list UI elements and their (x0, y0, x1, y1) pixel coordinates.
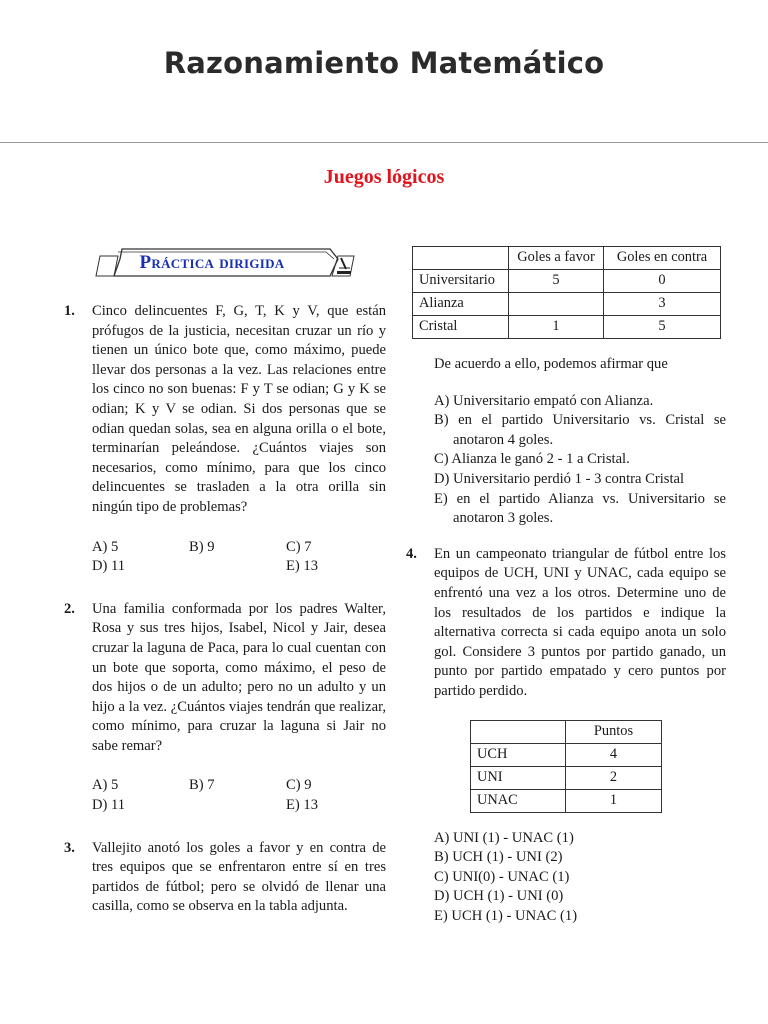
option-b[interactable]: B) en el partido Universitario vs. Cristal se anotaron 4 goles. (434, 412, 726, 448)
header-divider (0, 142, 768, 143)
table-row (413, 316, 721, 339)
table-header-cell (471, 720, 566, 743)
option-d[interactable]: D) Universitario perdió 1 - 3 contra Cristal (434, 470, 685, 487)
points-table (470, 720, 662, 813)
question-number: 2. (64, 600, 75, 617)
option-c[interactable]: C) 9 (286, 777, 312, 794)
option-c[interactable]: C) Alianza le ganó 2 - 1 a Cristal. (434, 451, 630, 468)
question-2 (64, 600, 386, 757)
question-text: En un campeonato triangular de fútbol entre los equipos de UCH, UNI y UNAC, cada equipo se enfrentó una vez a los otros. Determine uno de los resultados de los partidos e indique la alternativa correcta si cada equipo anota un solo gol. Considere 3 puntos por partido ganado, un punto por partido empatado y cero puntos por partido perdido. (434, 545, 726, 699)
question-3-prompt: De acuerdo a ello, podemos afirmar que (434, 356, 668, 372)
option-c[interactable]: C) UNI(0) - UNAC (1) (434, 868, 570, 885)
table-row (471, 743, 662, 766)
options-q2 (92, 776, 386, 815)
table-row (471, 789, 662, 812)
option-a[interactable]: A) 5 (92, 538, 119, 555)
question-number: 4. (406, 545, 417, 562)
table-cell: 5 (604, 316, 721, 339)
table-cell-empty (509, 293, 604, 316)
table-cell: 4 (566, 743, 662, 766)
option-e[interactable]: E) 13 (286, 558, 319, 575)
table-header-cell: Goles en contra (604, 247, 721, 270)
question-3 (64, 839, 386, 917)
table-header-cell: Puntos (566, 720, 662, 743)
left-column (64, 246, 386, 917)
option-a[interactable]: A) 5 (92, 777, 119, 794)
table-cell: 2 (566, 766, 662, 789)
option-e[interactable]: E) en el partido Alianza vs. Universitario se anotaron 3 goles. (434, 490, 726, 527)
option-d[interactable]: D) UCH (1) - UNI (0) (434, 888, 564, 905)
option-d[interactable]: D) 11 (92, 797, 126, 814)
question-text: Vallejito anotó los goles a favor y en contra de tres equipos que se enfrentaron entre sí en tres partidos de fútbol; pero se olvidó de llenar una casilla, como se observa en la tabla adjunta. (92, 839, 386, 915)
section-subtitle: Juegos lógicos (323, 166, 445, 188)
question-number: 1. (64, 303, 75, 319)
question-4 (406, 545, 726, 702)
option-c[interactable]: C) 7 (286, 538, 312, 555)
table-cell: UNI (471, 766, 566, 789)
options-q1 (92, 538, 386, 577)
question-text: Cinco delincuentes F, G, T, K y V, que están prófugos de la justicia, necesitan cruzar un río y tienen un único bote que, como máximo, puede llevar dos personas a la vez. Las relaciones entre los cinco no son buenas: F y T se odian; G y K se odian; K y V se odian. Si dos personas que se odian quedan solas, sea en alguna orilla o el bote, terminarían peleándose. ¿Cuántos viajes son necesarios, como mínimo, para que los cinco delincuentes se trasladen a la otra orilla sin ningún tipo de problemas? (92, 303, 386, 515)
table-cell: Cristal (413, 316, 509, 339)
options-q4 (434, 829, 726, 927)
question-text: Una familia conformada por los padres Walter, Rosa y sus tres hijos, Isabel, Nicol y Jair, desea cruzar la laguna de Paca, para lo cual cuentan con un bote que soporta, como máximo, el peso de dos hijos o de un adulto; pero no un adulto y un hijo a la vez. ¿Cuántos viajes tendrán que realizar, como mínimo, para cruzar la laguna si Jair no sabe remar? (92, 600, 386, 754)
right-column (406, 246, 726, 926)
table-header-cell: Goles a favor (509, 247, 604, 270)
table-header-row (471, 720, 662, 743)
option-a[interactable]: A) Universitario empató con Alianza. (434, 392, 654, 409)
table-cell: Alianza (413, 293, 509, 316)
option-b[interactable]: B) 7 (189, 777, 215, 794)
option-d[interactable]: D) 11 (92, 558, 126, 575)
goals-table (412, 246, 721, 339)
option-empty (189, 557, 286, 577)
option-e[interactable]: E) UCH (1) - UNAC (1) (434, 907, 578, 924)
table-row (413, 270, 721, 293)
options-q3 (434, 392, 726, 529)
table-cell: UNAC (471, 789, 566, 812)
table-header-row (413, 247, 721, 270)
table-cell: Universitario (413, 270, 509, 293)
question-number: 3. (64, 839, 75, 856)
table-header-cell (413, 247, 509, 270)
pen-writing-icon (337, 258, 351, 274)
option-b[interactable]: B) UCH (1) - UNI (2) (434, 849, 563, 866)
practice-banner (92, 246, 355, 280)
option-empty (189, 796, 286, 816)
table-cell: 1 (509, 316, 604, 339)
banner-label: Práctica dirigida (139, 252, 285, 273)
table-cell: 5 (509, 270, 604, 293)
table-cell: UCH (471, 743, 566, 766)
page-title: Razonamiento Matemático (163, 46, 605, 80)
table-cell: 0 (604, 270, 721, 293)
question-1 (64, 302, 386, 518)
option-a[interactable]: A) UNI (1) - UNAC (1) (434, 829, 574, 846)
option-b[interactable]: B) 9 (189, 538, 215, 555)
table-row (471, 766, 662, 789)
option-e[interactable]: E) 13 (286, 797, 319, 814)
table-cell: 3 (604, 293, 721, 316)
table-cell: 1 (566, 789, 662, 812)
table-row (413, 293, 721, 316)
